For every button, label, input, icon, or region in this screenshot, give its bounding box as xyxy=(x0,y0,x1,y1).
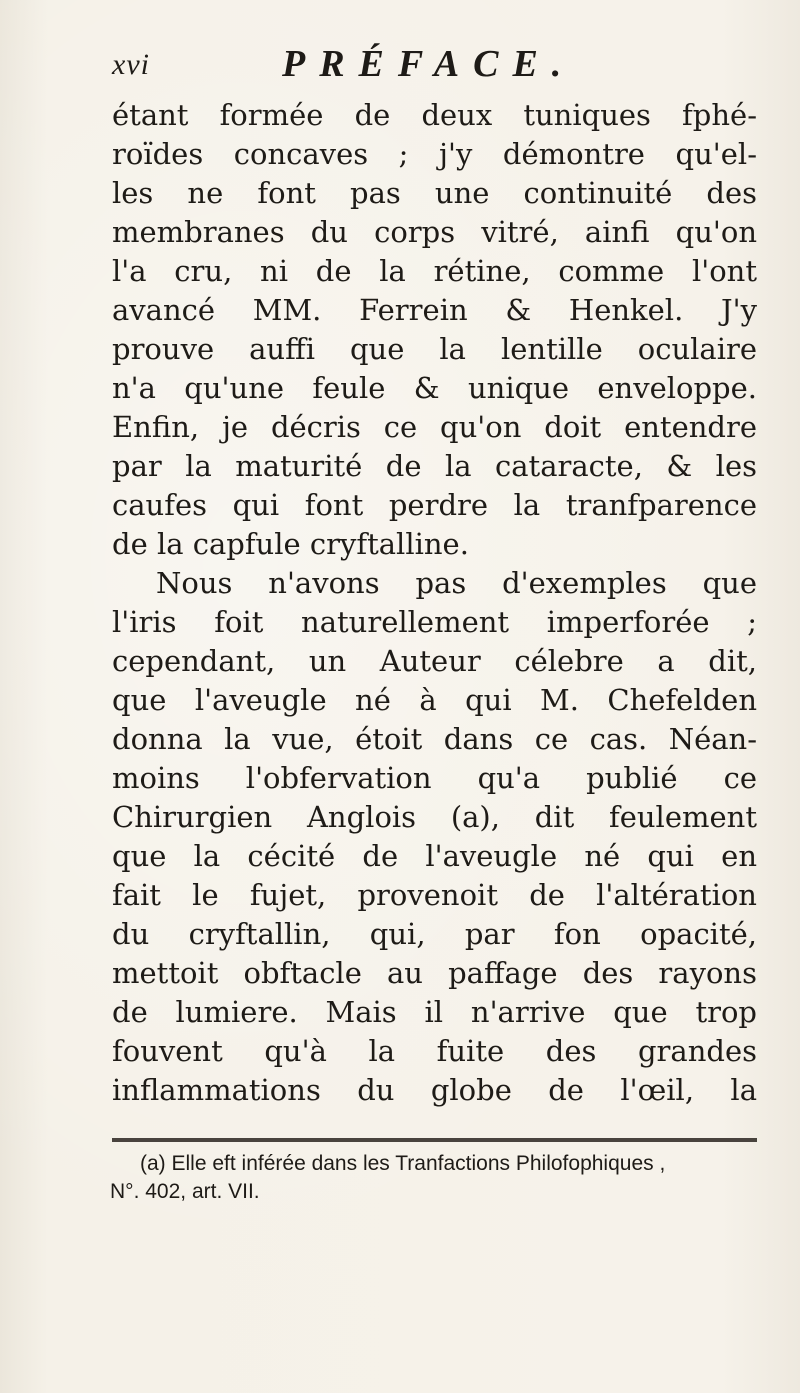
text-line: que l'aveugle né à qui M. Chefelden xyxy=(112,683,757,717)
footnote xyxy=(110,1150,760,1206)
text-line: cependant, un Auteur célebre a dit, xyxy=(112,644,757,678)
text-line: l'a cru, ni de la rétine, comme l'ont xyxy=(112,254,757,288)
text-line: avancé MM. Ferrein & Henkel. J'y xyxy=(112,293,757,327)
text-line: par la maturité de la cataracte, & les xyxy=(112,449,757,483)
text-line: fouvent qu'à la fuite des grandes xyxy=(112,1034,757,1068)
text-line: membranes du corps vitré, ainfi qu'on xyxy=(112,215,757,249)
text-line: l'iris foit naturellement imperforée ; xyxy=(112,605,757,639)
text-line: Chirurgien Anglois (a), dit feulement xyxy=(112,800,757,834)
text-line: de lumiere. Mais il n'arrive que trop xyxy=(112,995,757,1029)
text-line: roïdes concaves ; j'y démontre qu'el- xyxy=(112,137,757,171)
text-line: Enfin, je décris ce qu'on doit entendre xyxy=(112,410,757,444)
footnote-line: (a) Elle eft inférée dans les Tranfactions Philofophiques , xyxy=(140,1152,666,1175)
text-line: du cryftallin, qui, par fon opacité, xyxy=(112,917,757,951)
text-line: de la capfule cryftalline. xyxy=(112,527,469,561)
text-line: que la cécité de l'aveugle né qui en xyxy=(112,839,757,873)
text-line: moins l'obfervation qu'a publié ce xyxy=(112,761,757,795)
page-number: xvi xyxy=(112,48,150,81)
text-line: fait le fujet, provenoit de l'altération xyxy=(112,878,757,912)
text-line: mettoit obftacle au paffage des rayons xyxy=(112,956,757,990)
text-line: prouve auffi que la lentille oculaire xyxy=(112,332,757,366)
text-line: inflammations du globe de l'œil, la xyxy=(112,1073,757,1107)
body-text xyxy=(112,96,757,1110)
running-title: PRÉFACE. xyxy=(282,43,576,85)
text-line: donna la vue, étoit dans ce cas. Néan- xyxy=(112,722,757,756)
text-line: les ne font pas une continuité des xyxy=(112,176,757,210)
footnote-rule xyxy=(112,1138,757,1142)
text-line: caufes qui font perdre la tranfparence xyxy=(112,488,757,522)
text-line: étant formée de deux tuniques fphé- xyxy=(112,98,757,132)
text-line: Nous n'avons pas d'exemples que xyxy=(156,566,757,600)
text-line: n'a qu'une feule & unique enveloppe. xyxy=(112,371,757,405)
footnote-line: N°. 402, art. VII. xyxy=(110,1180,260,1203)
page-header xyxy=(112,42,732,92)
